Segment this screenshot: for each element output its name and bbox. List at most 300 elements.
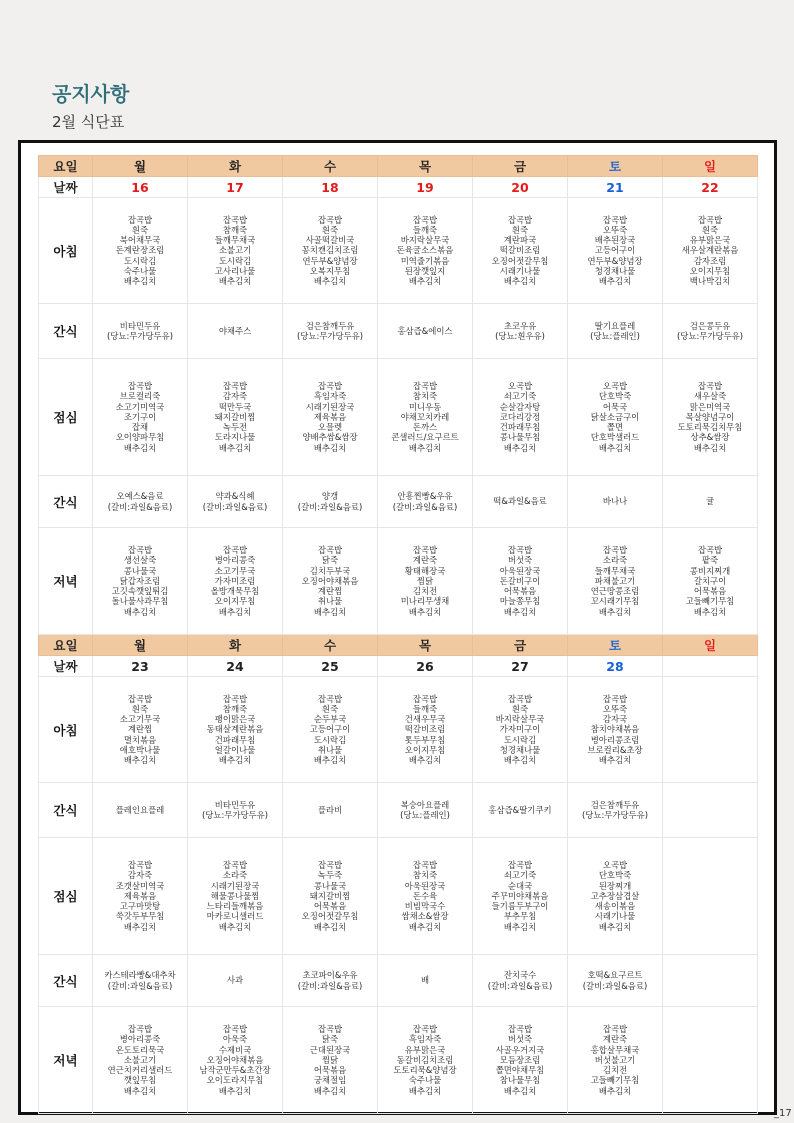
date-cell: 19 (378, 177, 473, 198)
menu-cell (188, 359, 283, 476)
meal-label: 간식 (39, 783, 93, 838)
menu-item: 잡곡밥 (317, 214, 343, 225)
menu-item: 바지락살무국 (400, 235, 450, 246)
menu-cell (568, 677, 663, 783)
menu-item: 고들빼기무침 (685, 596, 735, 607)
menu-cell (188, 528, 283, 635)
meal-row-lunch (39, 359, 758, 476)
menu-item: 수제비국 (218, 1044, 252, 1055)
menu-item: 단호박죽 (598, 870, 632, 881)
meal-row-snack2 (39, 955, 758, 1007)
menu-item: 숙주나물 (123, 265, 157, 276)
menu-item: 배추김치 (313, 442, 347, 453)
menu-cell (568, 528, 663, 635)
menu-item: 소불고기 (123, 1054, 157, 1065)
menu-item: 홍삼즙&에이스 (397, 325, 453, 336)
menu-item: 김치전 (412, 586, 438, 597)
menu-item: 참깨죽 (222, 703, 248, 714)
menu-item: 배추김치 (313, 1085, 347, 1096)
menu-item: 돈갈비구이 (499, 575, 541, 586)
menu-item: 제육볶음 (123, 890, 157, 901)
menu-item: 떡갈비조림 (404, 724, 446, 735)
weekday-header: 일 (663, 635, 758, 656)
menu-item: 돈육굴소스볶음 (396, 245, 454, 256)
menu-item: 배추김치 (218, 276, 252, 286)
menu-item: 잡곡밥 (412, 860, 438, 871)
menu-cell (663, 304, 758, 359)
meal-row-snack2 (39, 476, 758, 528)
menu-item: 배추김치 (598, 606, 632, 617)
menu-item: 배추김치 (313, 606, 347, 617)
menu-item: (당뇨:플레인) (590, 331, 640, 341)
date-label: 날짜 (39, 656, 93, 677)
menu-item: 흑임자죽 (313, 391, 347, 402)
menu-item: 소고기무국 (119, 714, 161, 725)
menu-item: 계란찜 (127, 724, 153, 735)
menu-item: 흰죽 (701, 224, 719, 235)
date-cell (663, 656, 758, 677)
menu-cell (568, 783, 663, 838)
menu-item: 흰죽 (321, 703, 339, 714)
menu-item: 계란파국 (503, 235, 537, 246)
menu-item: 홍합살무채국 (590, 1044, 640, 1055)
menu-item: 애호박나물 (119, 744, 161, 755)
menu-cell (283, 677, 378, 783)
menu-item: 근대된장국 (309, 1044, 351, 1055)
menu-item: 도시락김 (503, 734, 537, 745)
menu-item: 배추김치 (218, 755, 252, 765)
menu-cell (378, 476, 473, 528)
menu-item: 배추김치 (408, 921, 442, 932)
menu-item: 연근치커리샐러드 (107, 1065, 173, 1076)
weekday-header: 화 (188, 635, 283, 656)
menu-item: 감자조림 (693, 255, 727, 266)
menu-item: 잡곡밥 (697, 381, 723, 392)
menu-item: 들깨죽 (412, 224, 438, 235)
menu-item: 도토리묵&양념장 (393, 1065, 457, 1076)
menu-item: 배추김치 (408, 276, 442, 286)
menu-item: 고등어구이 (594, 245, 636, 256)
menu-cell (93, 783, 188, 838)
menu-item: 갈치구이 (693, 575, 727, 586)
weekday-header: 월 (93, 635, 188, 656)
menu-item: 배추김치 (123, 276, 157, 286)
menu-item: 오이도라지무침 (206, 1075, 264, 1086)
menu-item: 도토리묵김치무침 (677, 422, 743, 433)
menu-item: 아욱된장국 (404, 880, 446, 891)
menu-item: 잡곡밥 (697, 545, 723, 556)
menu-item: 시래기나물 (499, 265, 541, 276)
menu-item: 제육볶음 (313, 411, 347, 422)
menu-cell (568, 198, 663, 304)
menu-cell (188, 783, 283, 838)
menu-item: 멸치볶음 (123, 734, 157, 745)
menu-item: 떡갈비조림 (499, 245, 541, 256)
menu-item: 브로컬리죽 (119, 391, 161, 402)
menu-cell (188, 304, 283, 359)
menu-cell (663, 1007, 758, 1114)
meal-row-dinner (39, 1007, 758, 1114)
menu-item: 초코우유 (503, 320, 537, 331)
menu-item: 미나리무생채 (400, 596, 450, 607)
menu-item: (당뇨:무가당두유) (202, 810, 268, 820)
menu-item: 배추김치 (598, 755, 632, 765)
meal-row-snack1 (39, 304, 758, 359)
menu-item: 동갈비김치조림 (396, 1054, 454, 1065)
menu-item: 홍삼즙&딸기쿠키 (488, 804, 552, 815)
menu-cell (473, 677, 568, 783)
menu-item: 조기구이 (123, 411, 157, 422)
weekday-header-row (39, 156, 758, 177)
menu-item: 주꾸미야채볶음 (491, 890, 549, 901)
menu-item: 생선살죽 (123, 555, 157, 566)
weekday-header: 금 (473, 156, 568, 177)
menu-item: 녹두전 (222, 422, 248, 433)
menu-item: 배추김치 (408, 606, 442, 617)
menu-cell (568, 838, 663, 955)
menu-item: 오곡밥 (602, 860, 628, 871)
menu-item: (갈비:과일&음료) (487, 980, 553, 991)
menu-item: 잡곡밥 (127, 214, 153, 225)
meal-label: 저녁 (39, 528, 93, 635)
menu-cell (283, 1007, 378, 1114)
menu-item: 취나물 (317, 596, 343, 607)
menu-item: 온도토리묵국 (115, 1044, 165, 1055)
menu-cell (93, 528, 188, 635)
menu-cell (93, 677, 188, 783)
menu-item: 쫄면야채무침 (495, 1065, 545, 1076)
date-cell: 23 (93, 656, 188, 677)
menu-item: 플라비 (317, 804, 343, 815)
menu-item: 계란죽 (602, 1034, 628, 1045)
menu-item: 도시락김 (218, 255, 252, 266)
menu-item: 떡만두국 (218, 401, 252, 412)
menu-cell (568, 304, 663, 359)
menu-item: 청경채나물 (499, 744, 541, 755)
menu-cell (188, 476, 283, 528)
menu-item: 쌈채소&쌈장 (401, 911, 449, 922)
menu-item: 미니우동 (408, 401, 442, 412)
menu-item: 배추김치 (598, 276, 632, 286)
menu-item: (당뇨:무가당두유) (297, 331, 363, 341)
menu-item: 배추김치 (503, 442, 537, 453)
menu-item: 닭갑자조림 (119, 575, 161, 586)
menu-item: 오징어젓갈무침 (301, 911, 359, 922)
menu-cell (473, 304, 568, 359)
menu-item: 떡&과일&음료 (493, 496, 547, 507)
menu-item: 버섯죽 (507, 555, 533, 566)
menu-item: 가자미구이 (499, 724, 541, 735)
menu-item: 숙주나물 (408, 1075, 442, 1086)
menu-item: 건새우무국 (404, 714, 446, 725)
menu-item: 배추김치 (503, 276, 537, 286)
menu-item: 배추김치 (503, 921, 537, 932)
menu-item: (당뇨:무가당두유) (582, 810, 648, 820)
menu-item: 사골떡갈비국 (305, 235, 355, 246)
menu-item: 시래기된장국 (210, 880, 260, 891)
menu-item: 검은참깨두유 (590, 799, 640, 810)
menu-item: 흰죽 (511, 703, 529, 714)
menu-item: 돼지갈비찜 (214, 411, 256, 422)
menu-item: 잡채 (131, 422, 149, 433)
menu-item: 돈까스 (412, 422, 438, 433)
menu-cell (283, 783, 378, 838)
menu-item: 꼬시래기무침 (590, 596, 640, 607)
menu-cell (378, 1007, 473, 1114)
menu-item: 들기름두부구이 (491, 901, 549, 912)
menu-item: 쇠고기죽 (503, 870, 537, 881)
menu-item: 순대국 (507, 880, 533, 891)
menu-item: 배추김치 (503, 755, 537, 765)
menu-item: 배추김치 (218, 606, 252, 617)
menu-item: 녹두죽 (317, 870, 343, 881)
meal-label: 간식 (39, 476, 93, 528)
date-cell: 17 (188, 177, 283, 198)
menu-item: 잡곡밥 (127, 860, 153, 871)
menu-item: 상추&쌈장 (690, 432, 730, 443)
menu-cell (93, 838, 188, 955)
menu-cell (663, 677, 758, 783)
menu-item: 어묵국 (602, 401, 628, 412)
menu-item: 참치야채볶음 (590, 724, 640, 735)
menu-item: 청경채나물 (594, 265, 636, 276)
menu-item: 모듬장조림 (499, 1054, 541, 1065)
menu-cell (378, 677, 473, 783)
menu-item: 잡곡밥 (412, 381, 438, 392)
menu-item: (갈비:과일&음료) (297, 980, 363, 991)
menu-item: 배추김치 (598, 921, 632, 932)
menu-cell (93, 359, 188, 476)
menu-item: 조갯살미역국 (115, 880, 165, 891)
menu-item: 소고기미역국 (115, 401, 165, 412)
menu-item: 양갱 (321, 491, 339, 502)
weekday-header: 목 (378, 635, 473, 656)
menu-item: 시래기된장국 (305, 401, 355, 412)
menu-item: 잡곡밥 (412, 214, 438, 225)
menu-item: 부추무침 (503, 911, 537, 922)
menu-item: 배추김치 (123, 921, 157, 932)
menu-item: 도시락김 (313, 734, 347, 745)
menu-item: 잡곡밥 (602, 545, 628, 556)
menu-item: (갈비:과일&음료) (202, 501, 268, 512)
menu-item: 유부맑은국 (689, 235, 731, 246)
menu-item: 오이지무침 (214, 596, 256, 607)
weekday-header: 토 (568, 635, 663, 656)
menu-item: 오징어야채볶음 (301, 575, 359, 586)
menu-item: 흰죽 (511, 224, 529, 235)
menu-item: 팽이맑은국 (214, 714, 256, 725)
menu-cell (473, 198, 568, 304)
menu-cell (188, 198, 283, 304)
menu-item: 돌나물사과무침 (111, 596, 169, 607)
menu-item: 잡곡밥 (222, 545, 248, 556)
menu-item: 콘샐러드/요구르트 (391, 432, 459, 443)
menu-item: 새우살계란볶음 (681, 245, 739, 256)
menu-item: 오곡밥 (602, 381, 628, 392)
menu-item: 잡곡밥 (317, 693, 343, 704)
menu-item: 닭죽 (321, 555, 339, 566)
meal-row-dinner (39, 528, 758, 635)
menu-item: 참나물무침 (499, 1075, 541, 1086)
menu-item: 잡곡밥 (317, 381, 343, 392)
menu-item: 고들빼기무침 (590, 1075, 640, 1086)
date-cell: 28 (568, 656, 663, 677)
menu-item: 배추김치 (693, 606, 727, 617)
menu-item: 배추김치 (123, 442, 157, 453)
date-cell: 24 (188, 656, 283, 677)
menu-item: 고추장삼겹살 (590, 890, 640, 901)
menu-item: 아욱죽 (222, 1034, 248, 1045)
menu-cell (283, 955, 378, 1007)
menu-item: 오뚜죽 (602, 703, 628, 714)
menu-item: 잡곡밥 (507, 214, 533, 225)
menu-cell (473, 955, 568, 1007)
menu-item: 소고기무국 (214, 565, 256, 576)
day-label: 요일 (39, 156, 93, 177)
menu-cell (473, 359, 568, 476)
weekday-header: 일 (663, 156, 758, 177)
menu-cell (473, 1007, 568, 1114)
menu-item: 오이양파무침 (115, 432, 165, 443)
menu-item: 참치죽 (412, 391, 438, 402)
menu-item: 목살양념구이 (685, 411, 735, 422)
menu-item: 배 (420, 975, 430, 986)
menu-item: 복숭아요플레 (400, 799, 450, 810)
menu-item: 배추김치 (408, 1085, 442, 1096)
menu-item: 오뚜죽 (602, 224, 628, 235)
menu-item: 배추김치 (218, 442, 252, 453)
menu-item: 고깃속깻잎튀김 (111, 586, 169, 597)
menu-item: 닭살소금구이 (590, 411, 640, 422)
menu-item: 카스테라빵&대추차 (104, 970, 176, 981)
menu-item: (당뇨:플레인) (400, 810, 450, 820)
menu-item: 쑥갓두부무침 (115, 911, 165, 922)
menu-cell (188, 838, 283, 955)
menu-cell (378, 359, 473, 476)
menu-item: 단호박샐러드 (590, 432, 640, 443)
menu-cell (663, 198, 758, 304)
page-title: 공지사항 (52, 82, 130, 106)
menu-cell (378, 198, 473, 304)
menu-item: 야채꼬치카레 (400, 411, 450, 422)
menu-item: (갈비:과일&음료) (297, 501, 363, 512)
menu-cell (283, 476, 378, 528)
menu-item: 계란찜 (317, 586, 343, 597)
menu-item: 배추김치 (218, 1085, 252, 1096)
menu-item: 배추김치 (313, 276, 347, 286)
date-cell: 27 (473, 656, 568, 677)
menu-item: 가자미조림 (214, 575, 256, 586)
menu-cell (663, 528, 758, 635)
page-number: _17 (774, 1108, 792, 1119)
menu-item: (당뇨:무가당두유) (677, 331, 743, 341)
menu-item: 호떡&요구르트 (587, 970, 643, 981)
date-label: 날짜 (39, 177, 93, 198)
menu-item: 배추김치 (313, 755, 347, 765)
menu-item: 잡곡밥 (127, 693, 153, 704)
date-cell: 16 (93, 177, 188, 198)
menu-cell (378, 955, 473, 1007)
menu-item: 순두부국 (313, 714, 347, 725)
menu-cell (93, 304, 188, 359)
page-header (52, 82, 129, 132)
meal-row-breakfast (39, 198, 758, 304)
menu-item: 배추김치 (598, 442, 632, 453)
menu-item: 바나나 (602, 496, 628, 507)
menu-item: (갈비:과일&음료) (392, 501, 458, 512)
weekday-header: 수 (283, 635, 378, 656)
menu-item: 팥죽 (701, 555, 719, 566)
menu-cell (188, 955, 283, 1007)
menu-item: 꽁치캔김치조림 (301, 245, 359, 256)
menu-item: 건파래무침 (214, 734, 256, 745)
menu-cell (93, 955, 188, 1007)
menu-cell (568, 1007, 663, 1114)
menu-item: 해물콩나물찜 (210, 890, 260, 901)
menu-item: 소불고기 (218, 245, 252, 256)
menu-item: 쇠고기죽 (503, 391, 537, 402)
menu-item: 새우살죽 (693, 391, 727, 402)
menu-cell (283, 359, 378, 476)
menu-item: 백나박김치 (689, 276, 731, 286)
menu-item: 비타민두유 (119, 320, 161, 331)
menu-item: 맑은미역국 (689, 401, 731, 412)
menu-item: 배추김치 (123, 1085, 157, 1096)
menu-item: 오이지무침 (689, 265, 731, 276)
date-cell: 18 (283, 177, 378, 198)
page-subtitle: 2월 식단표 (52, 113, 125, 131)
meal-label: 간식 (39, 304, 93, 359)
menu-item: 초코파이&우유 (302, 970, 358, 981)
menu-item: 된장깻잎지 (404, 265, 446, 276)
menu-item: 소라죽 (222, 870, 248, 881)
menu-cell (568, 955, 663, 1007)
menu-item: 사과 (226, 975, 244, 986)
menu-item: 어묵볶음 (693, 586, 727, 597)
menu-item: 잡곡밥 (412, 1024, 438, 1035)
menu-item: 야채주스 (218, 325, 252, 336)
menu-item: 연근땅콩조림 (590, 586, 640, 597)
menu-item: 연두부&양념장 (587, 255, 643, 266)
menu-cell (378, 528, 473, 635)
menu-item: 취나물 (317, 744, 343, 755)
weekday-header-row (39, 635, 758, 656)
date-row (39, 656, 758, 677)
menu-item: 병아리콩죽 (214, 555, 256, 566)
menu-item: 소라죽 (602, 555, 628, 566)
weekday-header: 토 (568, 156, 663, 177)
menu-item: 배추김치 (503, 1085, 537, 1096)
menu-item: 병아리콩죽 (119, 1034, 161, 1045)
menu-item: 잡곡밥 (412, 545, 438, 556)
menu-item: 아욱된장국 (499, 565, 541, 576)
menu-item: 브로컬리&초장 (587, 744, 643, 755)
meal-row-snack1 (39, 783, 758, 838)
menu-item: 잡곡밥 (317, 1024, 343, 1035)
menu-item: 잡곡밥 (412, 693, 438, 704)
menu-cell (283, 528, 378, 635)
menu-item: 고등어구이 (309, 724, 351, 735)
menu-cell (283, 838, 378, 955)
menu-item: 들깨죽 (412, 703, 438, 714)
menu-item: 남작군만두&초간장 (199, 1065, 271, 1076)
menu-item: 시래기나물 (594, 911, 636, 922)
menu-item: 흑임자죽 (408, 1034, 442, 1045)
menu-cell (283, 304, 378, 359)
date-cell: 25 (283, 656, 378, 677)
menu-cell (188, 1007, 283, 1114)
menu-item: 어묵볶음 (313, 901, 347, 912)
